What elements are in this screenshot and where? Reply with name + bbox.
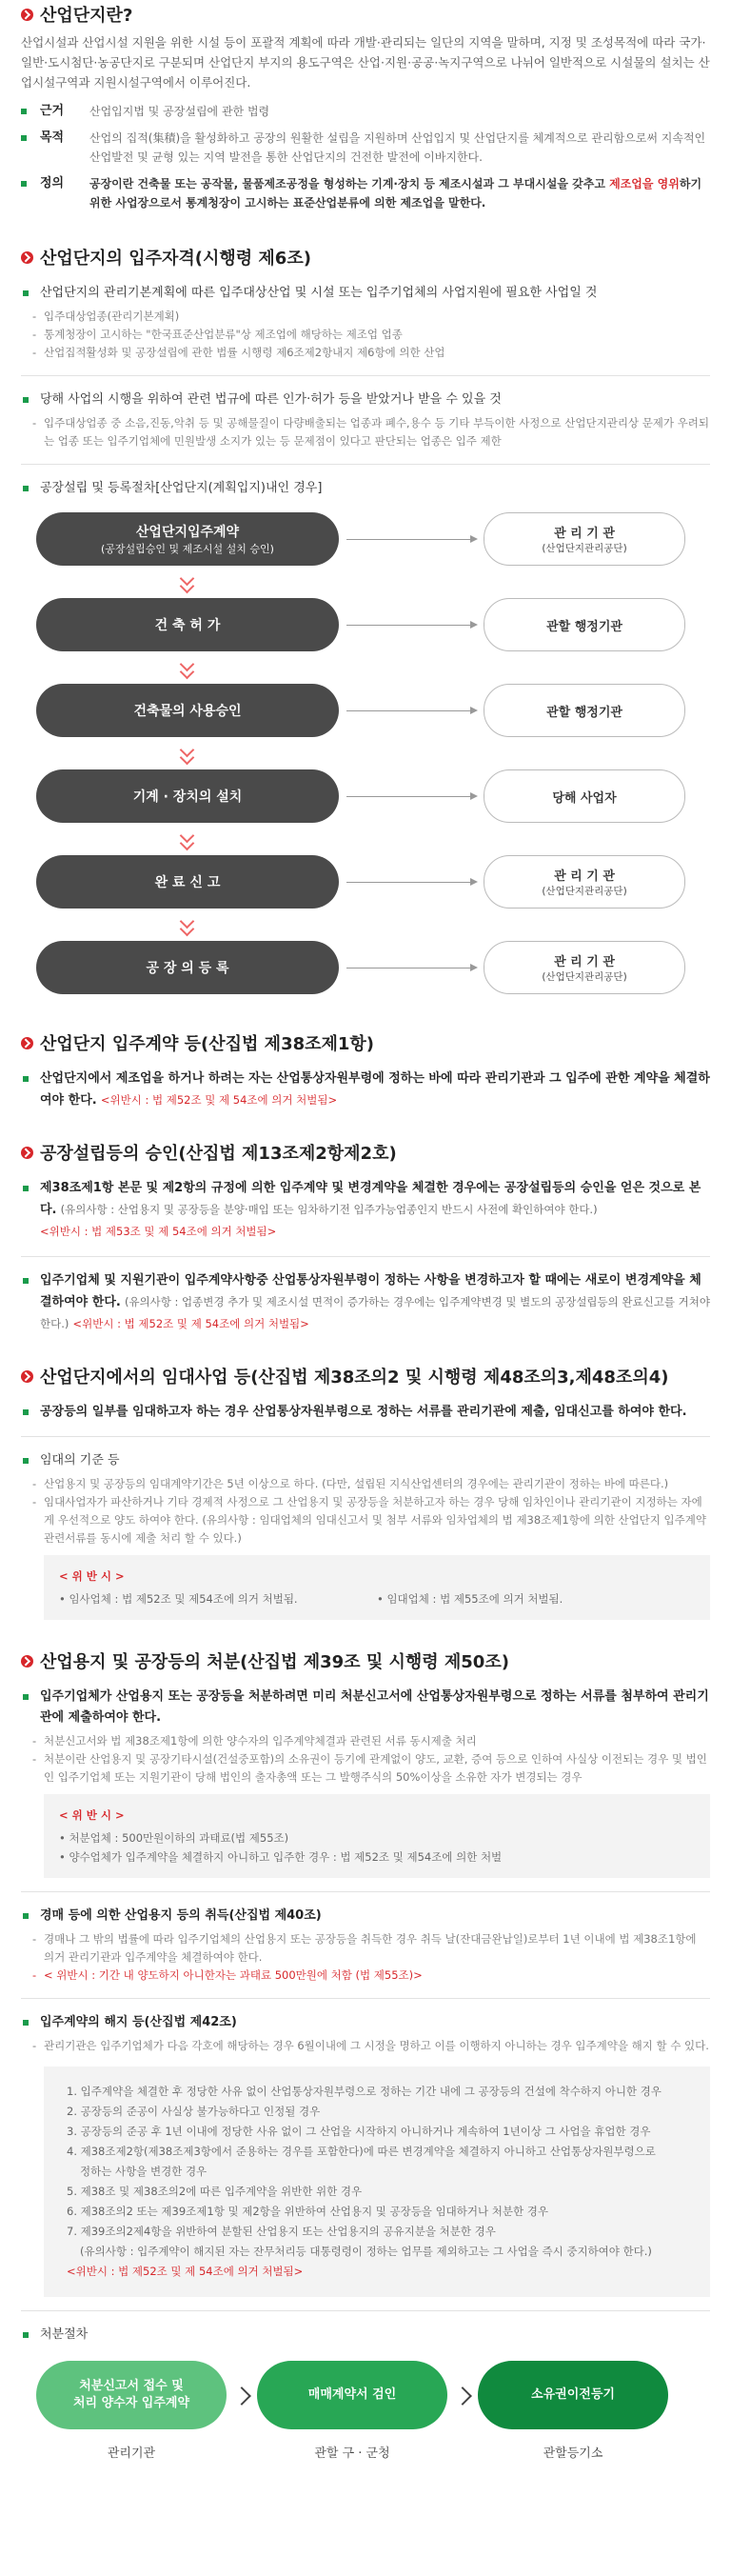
termination-list: 1. 입주계약을 체결한 후 정당한 사유 없이 산업통상자원부령으로 정하는 기간 내에 그 공장등의 건설에 착수하지 아니한 경우 2. 공장등의 준공이 사실상 불가능하다고 인정될 경우 3. 공장등의 준공 후 1년 이내에 정당한 사유 없이 그 산업을 시작하지 아니하거나 계속하여 1년이상 그 사업을 휴업한 경우 4. 제38조제2항(제38조제3항에서 준용하는 경우를 포함한다)에 따른 변경계약을 체결하지 아니하고 산업통상자원부령으로 정하는 사항을 변경한 경우 5. 제38조 및 제38조의2에 따른 입주계약을 위반한 위한 경우 6. 제38조의2 또는 제39조제1항 및 제2항을 위반하여 산업용지 및 공장등을 임대하거나 처분한 경우 7. 제39조의2제4항을 위반하여 분할된 산업용지 또는 산업용지의 공유지분을 처분한 경우 (유의사항 : 입주계약이 해지된 자는 잔무처리등 대통령령이 정하는 업무를 제외하고는 그 사업을 즉시 중지하여야 한다.) <위반시 : 법 제52조 및 제 54조에 의거 처벌됨> [44,2067,710,2297]
double-chevron-down-icon [182,575,193,592]
qual-title: 산업단지의 입주자격(시행령 제6조) [21,245,710,270]
flow-agency-box: 관 리 기 관 (산업단지관리공단) [484,941,685,994]
chevron-circle-icon [21,1370,33,1383]
chevron-right-icon [227,2389,257,2403]
disposal-dash-4: - 관리기관은 입주기업체가 다음 각호에 해당하는 경우 6월이내에 그 시정을 명하고 이를 이행하지 아니하는 경우 입주계약을 해지 할 수 있다. [21,2037,710,2055]
flow-step-2 [36,598,710,651]
disposal-step-3: 소유권이전등기 관할등기소 [478,2361,668,2461]
definition-list [21,102,710,212]
flow-step-box: 건축물의 사용승인 [36,684,339,737]
flow-step-box: 기계 · 장치의 설치 [36,769,339,823]
disposal-item-4: 처분절차 [21,2325,710,2346]
lease-dash-2: - 임대사업자가 파산하거나 기타 경제적 사정으로 그 산업용지 및 공장등을 처분하고자 하는 경우 당해 임차인이나 관리기관이 지정하는 자에게 우선적으로 양도 하여야 한다. (유의사항 : 임대업체의 임대신고서 및 첨부 서류와 임차업체의 법 제38조제1항에 의한 산업단지 입주계약관련서류를 동시에 제출 처리 할 수 있다.) [21,1493,710,1548]
disposal-item-3: 입주계약의 해지 등(산집법 제42조) [21,2012,710,2033]
chevron-circle-icon [21,9,33,21]
double-chevron-down-icon [182,747,193,764]
disposal-step-2: 매매계약서 검인 관할 구 · 군청 [257,2361,447,2461]
disposal-item-2: 경매 등에 의한 산업용지 등의 취득(산집법 제40조) [21,1906,710,1927]
arrow-right-icon [346,710,476,711]
bullet-square-icon [23,2020,29,2026]
bullet-square-icon [23,1076,29,1082]
chevron-circle-icon [21,251,33,264]
flow-step-4 [36,769,710,823]
divider [21,375,710,376]
disposal-section [21,1648,710,2461]
disposal-dash-1: - 처분신고서와 법 제38조제1항에 의한 양수자의 입주계약체결과 관련된 서류 동시제출 처리 [21,1732,710,1750]
divider [21,1998,710,1999]
lease-item-2: 임대의 기준 등 [21,1450,710,1471]
lease-title: 산업단지에서의 임대사업 등(산집법 제38조의2 및 시행령 제48조의3,제48조의4) [21,1364,710,1388]
qual-item-1: 산업단지의 관리기본계획에 따른 입주대상산업 및 시설 또는 입주기업체의 사업지원에 필요한 사업일 것 [21,283,710,304]
disposal-step-1: 처분신고서 접수 및 처리 양수자 입주계약 관리기관 [36,2361,227,2461]
bullet-square-icon [23,2332,29,2338]
disposal-penalty: - < 위반시 : 기간 내 양도하지 아니한자는 과태료 500만원에 처함 (법 제55조)> [21,1967,710,1985]
qual-dash-1: - 입주대상업종(관리기본계획) [21,308,710,326]
bullet-square-icon [23,486,29,491]
registration-flow [36,512,710,994]
chevron-circle-icon [21,1655,33,1667]
flow-step-box: 건 축 허 가 [36,598,339,651]
flow-step-1 [36,512,710,566]
qual-dash-2: - 통계청장이 고시하는 "한국표준산업분류"상 제조업에 해당하는 제조업 업종 [21,326,710,344]
flow-step-6 [36,941,710,994]
lease-dash-1: - 산업용지 및 공장등의 임대계약기간은 5년 이상으로 하다. (다만, 설립된 지식산업센터의 경우에는 관리기관이 정하는 바에 따른다.) [21,1475,710,1493]
bullet-square-icon [23,1186,29,1191]
approval-title: 공장설립등의 승인(산집법 제13조제2항제2호) [21,1140,710,1165]
arrow-right-icon [346,539,476,540]
bullet-square-icon [23,1458,29,1464]
approval-item-2: 입주기업체 및 지원기관이 입주계약사항중 산업통상자원부령이 정하는 사항을 변경하고자 할 때에는 새로이 변경계약을 체결하여야 한다. (유의사항 : 업종변경 추가 및 제조시설 면적이 증가하는 경우에는 입주계약변경 및 별도의 공장설립등의 완료신고를 거쳐야한다.) <위반시 : 법 제52조 및 제 54조에 의거 처벌됨> [21,1270,710,1335]
disposal-dash-2: - 처분이란 산업용지 및 공장기타시설(건설중포함)의 소유권이 등기에 관계없이 양도, 교환, 증여 등으로 인하여 사실상 이전되는 경우 및 법인인 입주기업체 또는 지원기관이 당해 법인의 출자총액 또는 그 발행주식의 50%이상을 소유한 자가 변경되는 경우 [21,1750,710,1787]
bullet-square-icon [23,1694,29,1700]
bullet-square-icon [23,1278,29,1284]
contract-item: 산업단지에서 제조업을 하거나 하려는 자는 산업통상자원부령에 정하는 바에 따라 관리기관과 그 입주에 관한 계약을 체결하여야 한다. <위반시 : 법 제52조 및 제 54조에 의거 처벌됨> [21,1068,710,1111]
disposal-dash-3: - 경매나 그 밖의 법률에 따라 입주기업체의 산업용지 또는 공장등을 취득한 경우 취득 날(잔대금완납일)로부터 1년 이내에 법 제38조1항에 의거 관리기관과 입주계약을 체결하여야 한다. [21,1930,710,1967]
approval-item-1: 제38조제1항 본문 및 제2항의 규정에 의한 입주계약 및 변경계약을 체결한 경우에는 공장설립등의 승인을 얻은 것으로 본다. (유의사항 : 산업용지 및 공장등을 분양·매입 또는 임차하기전 입주가능업종인지 반드시 사전에 확인하여야 한다.) <위반시 : 법 제53조 및 제 54조에 의거 처벌됨> [21,1178,710,1243]
def-basis: 근거 산업입지법 및 공장설립에 관한 법령 [21,102,710,121]
chevron-circle-icon [21,1147,33,1159]
bullet-square-icon [23,290,29,296]
bullet-square-icon [21,135,27,141]
qual-item-2: 당해 사업의 시행을 위하여 관련 법규에 따른 인가·허가 등을 받았거나 받을 수 있을 것 [21,389,710,410]
flow-step-box: 산업단지입주계약 (공장설립승인 및 제조시설 설치 승인) [36,512,339,566]
flow-agency-box: 관할 행정기관 [484,684,685,737]
arrow-right-icon [346,882,476,883]
disposal-item-1: 입주기업체가 산업용지 또는 공장등을 처분하려면 미리 처분신고서에 산업통상자원부령으로 정하는 서류를 첨부하여 관리기관에 제출하여야 한다. [21,1687,710,1728]
flow-step-5 [36,855,710,909]
double-chevron-down-icon [182,918,193,935]
lease-item-1: 공장등의 일부를 임대하고자 하는 경우 산업통상자원부령으로 정하는 서류를 관리기관에 제출, 임대신고를 하여야 한다. [21,1402,710,1423]
divider [21,2310,710,2311]
qual-section [21,245,710,994]
divider [21,1891,710,1892]
flow-step-box: 공 장 의 등 록 [36,941,339,994]
def-definition: 정의 공장이란 건축물 또는 공작물, 물품제조공정을 형성하는 기계·장치 등 제조시설과 그 부대시설을 갖추고 제조업을 영위하기 위한 사업장으로서 통계청장이 고시하는 표준산업분류에 의한 제조업을 말한다. [21,174,710,212]
def-purpose: 목적 산업의 집적(集積)을 활성화하고 공장의 원활한 설립을 지원하며 산업입지 및 산업단지를 체계적으로 관리함으로써 지속적인 산업발전 및 균형 있는 지역 발전을 통한 산업단지의 건전한 발전에 이바지한다. [21,129,710,167]
flow-agency-box: 관 리 기 관 (산업단지관리공단) [484,512,685,566]
bullet-square-icon [23,397,29,403]
bullet-square-icon [21,109,27,114]
double-chevron-down-icon [182,661,193,678]
qual-dash-3: - 산업집적활성화 및 공장설립에 관한 법률 시행령 제6조제2항내지 제6항에 의한 산업 [21,344,710,362]
disposal-warning-box: < 위 반 시 > • 처분업체 : 500만원이하의 과태료(법 제55조) • 양수업체가 입주계약을 체결하지 아니하고 입주한 경우 : 법 제52조 및 제54조에 의한 처벌 [44,1794,710,1878]
bullet-square-icon [23,1409,29,1415]
intro-desc: 산업시설과 산업시설 지원을 위한 시설 등이 포괄적 계획에 따라 개발·관리되는 일단의 지역을 말하며, 지정 및 조성목적에 따라 국가·일반·도시첨단·농공단지로 구분되며 산업단지 부지의 용도구역은 산업·지원·공공·녹지구역으로 나뉘어 일반적으로 시설물의 설치는 산업시설구역과 지원시설구역에서 이루어진다. [21,35,710,90]
qual-dash-4: - 입주대상업종 중 소음,진동,악취 등 및 공해물질이 다량배출되는 업종과 폐수,용수 등 기타 부득이한 사정으로 산업단지관리상 문제가 우려되는 업종 또는 입주기업체에 민원발생 소지가 있는 등 문제점이 있다고 판단되는 업종은 입주 제한 [21,414,710,450]
flow-step-3 [36,684,710,737]
contract-title: 산업단지 입주계약 등(산집법 제38조제1항) [21,1030,710,1055]
flow-agency-box: 당해 사업자 [484,769,685,823]
lease-warning-box: < 위 반 시 > • 임사업체 : 법 제52조 및 제54조에 의거 처벌됨. • 임대업체 : 법 제55조에 의거 처벌됨. [44,1555,710,1620]
disposal-steps [36,2361,710,2461]
chevron-right-icon [447,2389,478,2403]
double-chevron-down-icon [182,832,193,849]
disposal-title: 산업용지 및 공장등의 처분(산집법 제39조 및 시행령 제50조) [21,1648,710,1673]
bullet-square-icon [21,181,27,187]
flow-agency-box: 관할 행정기관 [484,598,685,651]
bullet-square-icon [23,1913,29,1919]
intro-title: 산업단지란? [21,0,710,27]
flow-step-box: 완 료 신 고 [36,855,339,909]
arrow-right-icon [346,625,476,626]
divider [21,1436,710,1437]
approval-section [21,1140,710,1335]
chevron-circle-icon [21,1037,33,1049]
flow-agency-box: 관 리 기 관 (산업단지관리공단) [484,855,685,909]
divider [21,1256,710,1257]
divider [21,464,710,465]
contract-section [21,1030,710,1111]
qual-item-3: 공장설립 및 등록절차[산업단지(계획입지)내인 경우] [21,478,710,499]
arrow-right-icon [346,796,476,797]
lease-section [21,1364,710,1620]
